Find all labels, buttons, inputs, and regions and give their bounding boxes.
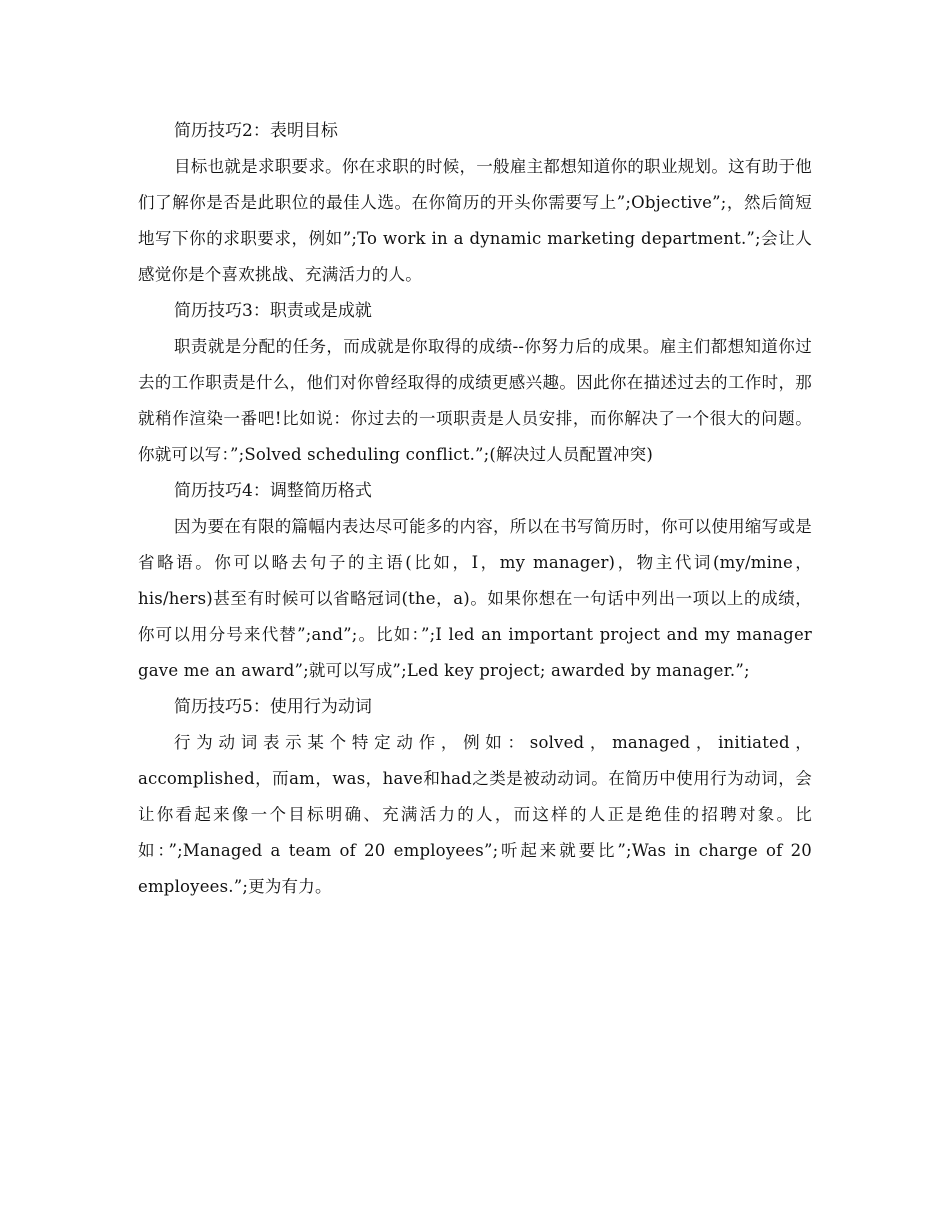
document-page	[138, 113, 812, 905]
section-body: 行为动词表示某个特定动作，例如：solved，managed，initiated，accomplished，而am，was，have和had之类是被动动词。在简历中使用行为动词，会让你看起来像一个目标明确、充满活力的人，而这样的人正是绝佳的招聘对象。比如：”;Managed a team of 20 employees”;听起来就要比”;Was in charge of 20 employees.”;更为有力。	[138, 733, 812, 896]
section-heading: 简历技巧3：职责或是成就	[174, 301, 372, 321]
section-heading: 简历技巧2：表明目标	[174, 121, 338, 141]
section-tip-4	[138, 473, 812, 689]
section-tip-5	[138, 689, 812, 905]
section-tip-2	[138, 113, 812, 293]
section-body: 目标也就是求职要求。你在求职的时候，一般雇主都想知道你的职业规划。这有助于他们了解你是否是此职位的最佳人选。在你简历的开头你需要写上”;Objective”;，然后简短地写下你的求职要求，例如”;To work in a dynamic marketing department.”;会让人感觉你是个喜欢挑战、充满活力的人。	[138, 157, 812, 284]
section-body: 职责就是分配的任务，而成就是你取得的成绩--你努力后的成果。雇主们都想知道你过去的工作职责是什么，他们对你曾经取得的成绩更感兴趣。因此你在描述过去的工作时，那就稍作渲染一番吧!比如说：你过去的一项职责是人员安排，而你解决了一个很大的问题。你就可以写：”;Solved scheduling conflict.”;(解决过人员配置冲突)	[138, 337, 812, 464]
section-heading: 简历技巧4：调整简历格式	[174, 481, 372, 501]
section-heading: 简历技巧5：使用行为动词	[174, 697, 372, 717]
section-body: 因为要在有限的篇幅内表达尽可能多的内容，所以在书写简历时，你可以使用缩写或是省略语。你可以略去句子的主语(比如，I，my manager)，物主代词(my/mine，his/hers)甚至有时候可以省略冠词(the，a)。如果你想在一句话中列出一项以上的成绩，你可以用分号来代替”;and”;。比如：”;I led an important project and my manager gave me an award”;就可以写成”;Led key project; awarded by manager.”;	[138, 517, 812, 680]
section-tip-3	[138, 293, 812, 473]
